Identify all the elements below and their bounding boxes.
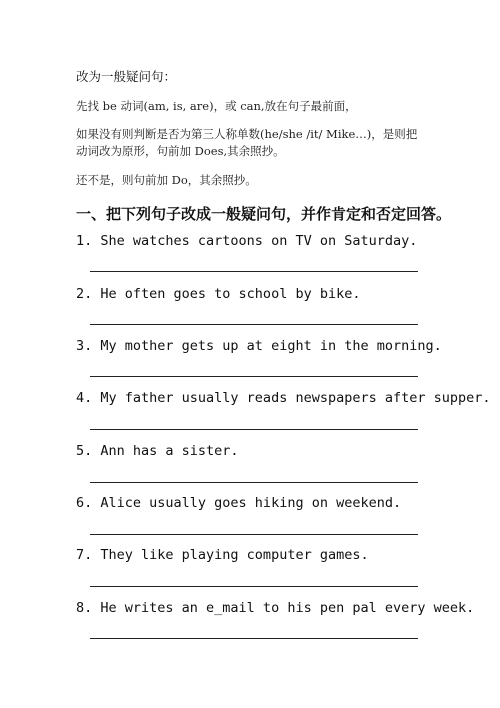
question-6: 6. Alice usually goes hiking on weekend. [76,495,402,511]
question-3: 3. My mother gets up at eight in the morning. [76,338,442,354]
rule-third-person: 如果没有则判断是否为第三人称单数(he/she /it/ Mike…)，是则把动词改为原形，句前加 Does,其余照抄。 [76,127,418,158]
answer-line-5[interactable] [90,482,418,483]
question-7: 7. They like playing computer games. [76,547,369,563]
answer-line-2[interactable] [90,324,418,325]
question-4: 4. My father usually reads newspapers after supper. [76,390,491,406]
section-title: 一、把下列句子改成一般疑问句，并作肯定和否定回答。 [76,205,452,223]
question-2: 2. He often goes to school by bike. [76,286,361,302]
answer-line-4[interactable] [90,429,418,430]
question-5: 5. Ann has a sister. [76,443,239,459]
rule-do: 还不是，则句前加 Do，其余照抄。 [76,173,257,187]
answer-line-7[interactable] [90,586,418,587]
answer-line-1[interactable] [90,271,418,272]
instruction-heading: 改为一般疑问句： [76,69,177,84]
answer-line-3[interactable] [90,376,418,377]
rule-be-verb: 先找 be 动词(am, is, are)，或 can,放在句子最前面， [76,99,357,113]
answer-line-6[interactable] [90,534,418,535]
answer-line-8[interactable] [90,638,418,639]
question-1: 1. She watches cartoons on TV on Saturday. [76,233,418,249]
question-8: 8. He writes an e_mail to his pen pal every week. [76,600,475,616]
